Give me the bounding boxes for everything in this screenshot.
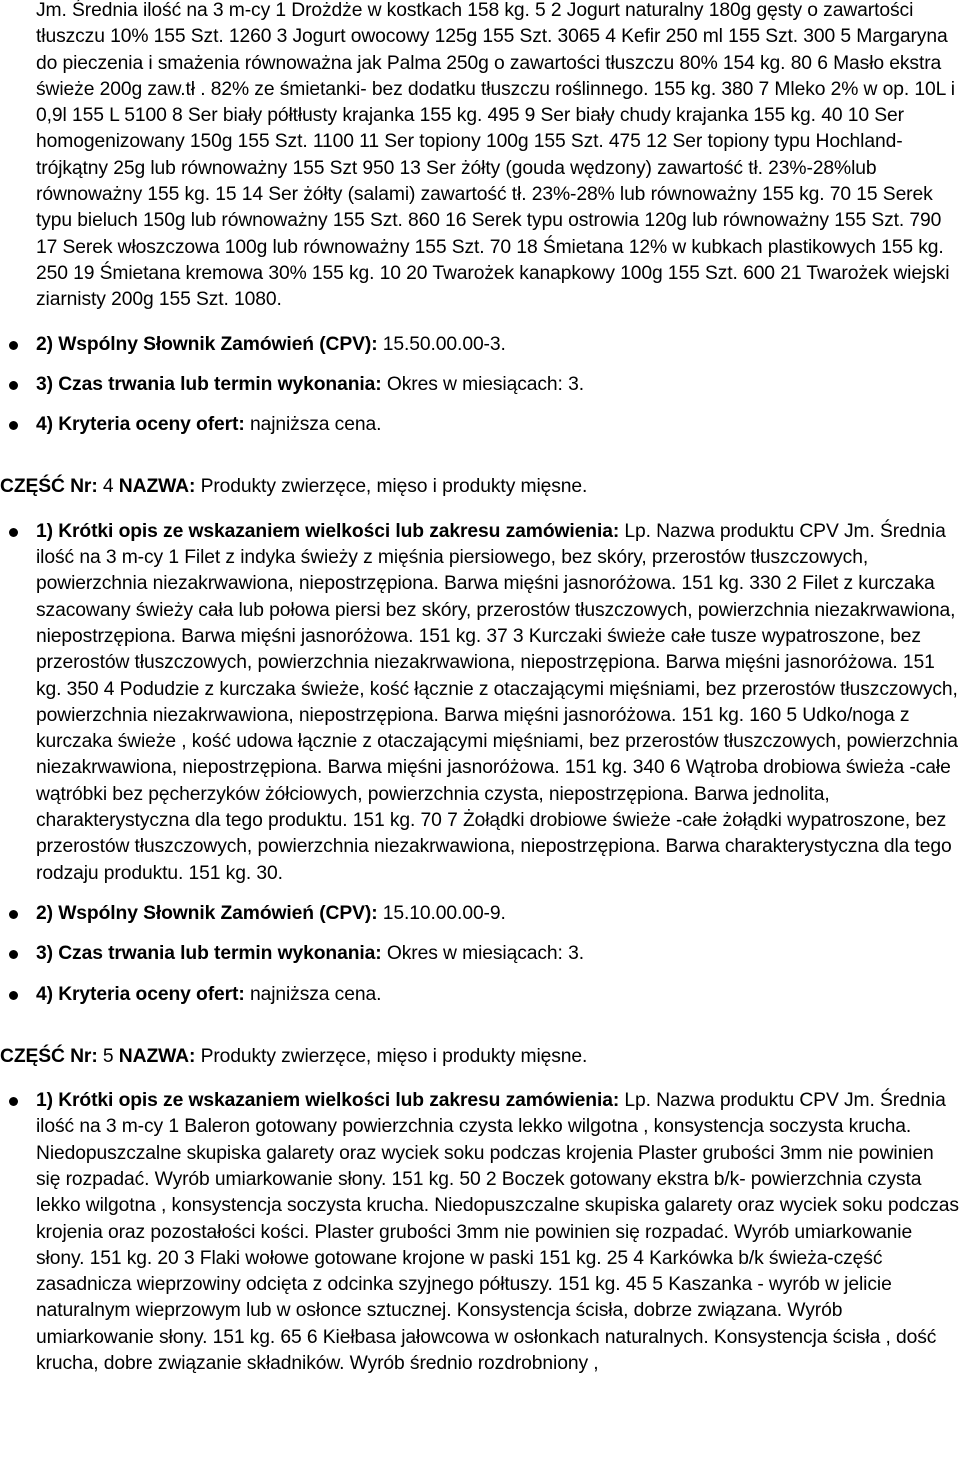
part5-name-value: Produkty zwierzęce, mięso i produkty mięsne. [195,1045,588,1067]
part5-description-item [0,1088,960,1377]
part4-criteria-item [0,982,960,1008]
part5-name-label: NAZWA: [118,1045,196,1067]
part5-part-label: CZĘŚĆ Nr: [0,1045,98,1067]
part4-part-label: CZĘŚĆ Nr: [0,476,98,498]
part5-desc-value: Lp. Nazwa produktu CPV Jm. Średnia ilość na 3 m-cy 1 Baleron gotowany powierzchnia czysta lekko wilgotna , konsystencja soczysta krucha. Niedopuszczalne skupiska galarety oraz wyciek soku podczas krojenia Plaster grubości 3mm nie powinien się rozpadać. Wyrób umiarkowanie słony. 151 kg. 50 2 Boczek gotowany ekstra b/k- powierzchnia czysta lekko wilgotna , konsystencja soczysta krucha. Niedopuszczalne skupiska galarety oraz wyciek soku podczas krojenia oraz pozostałości kości. Plaster grubości 3mm nie powinien się rozpadać. Wyrób umiarkowanie słony. 151 kg. 20 3 Flaki wołowe gotowane krojone w paski 151 kg. 25 4 Karkówka b/k świeża-część zasadnicza wieprzowiny odcięta z odcinka szyjnego półtuszy. 151 kg. 45 5 Kaszanka - wyrób w jelicie naturalnym wieprzowym lub w osłonce sztucznej. Konsystencja ścisła, dobrze związana. Wyrób umiarkowanie słony. 151 kg. 65 6 Kiełbasa jałowcowa w osłonkach naturalnych. Konsystencja ścisła , dość krucha, dobre związanie składników. Wyrób średnio rozdrobniony , [36,1090,959,1375]
part3-cpv-item [0,332,960,358]
part4-time-value: Okres w miesiącach: 3. [381,943,584,965]
part5-part-number: 5 [97,1045,119,1067]
part3-time-label: 3) Czas trwania lub termin wykonania: [36,373,382,395]
part3-criteria-value: najniższa cena. [244,414,382,436]
part4-time-item [0,941,960,967]
part4-name-value: Produkty zwierzęce, mięso i produkty mięsne. [195,476,588,498]
part3-description-continuation: Jm. Średnia ilość na 3 m-cy 1 Drożdże w kostkach 158 kg. 5 2 Jogurt naturalny 180g gęsty o zawartości tłuszczu 10% 155 Szt. 1260 3 Jogurt owocowy 125g 155 Szt. 3065 4 Kefir 250 ml 155 Szt. 300 5 Margaryna do pieczenia i smażenia równoważna jak Palma 250g o zawartości tłuszczu 80% 154 kg. 80 6 Masło ekstra świeże 200g zaw.tł . 82% ze śmietanki- bez dodatku tłuszczu roślinnego. 155 kg. 380 7 Mleko 2% w op. 10L i 0,9l 155 L 5100 8 Ser biały półtłusty krajanka 155 kg. 495 9 Ser biały chudy krajanka 155 kg. 40 10 Ser homogenizowany 150g 155 Szt. 1100 11 Ser topiony 100g 155 Szt. 475 12 Ser topiony typu Hochland-trójkątny 25g lub równoważny 155 Szt 950 13 Ser żółty (gouda wędzony) zawartość tł. 23%-28%lub równoważny 155 kg. 15 14 Ser żółty (salami) zawartość tł. 23%-28% lub równoważny 155 kg. 70 15 Serek typu bieluch 150g lub równoważny 155 Szt. 860 16 Serek typu ostrowia 120g lub równoważny 155 Szt. 790 17 Serek włoszczowa 100g lub równoważny 155 Szt. 70 18 Śmietana 12% w kubkach plastikowych 155 kg. 250 19 Śmietana kremowa 30% 155 kg. 10 20 Twarożek kanapkowy 100g 155 Szt. 600 21 Twarożek wiejski ziarnisty 200g 155 Szt. 1080. [36,0,955,311]
part3-cpv-value: 15.50.00.00-3. [377,333,506,355]
part4-cpv-value: 15.10.00.00-9. [377,902,506,924]
part5-heading [0,1044,960,1070]
part4-name-label: NAZWA: [118,476,196,498]
part4-details-list [0,519,960,1008]
part3-details-list [0,332,960,439]
part4-desc-value: Lp. Nazwa produktu CPV Jm. Średnia ilość na 3 m-cy 1 Filet z indyka świeży z mięśnia piersiowego, bez skóry, przerostów tłuszczowych, powierzchnia niezakrwawiona, niepostrzępiona. Barwa mięśni jasnoróżowa. 151 kg. 330 2 Filet z kurczaka szacowany świeży cała lub połowa piersi bez skóry, przerostów tłuszczowych, powierzchnia niezakrwawiona, niepostrzępiona. Barwa mięśni jasnoróżowa. 151 kg. 37 3 Kurczaki świeże całe tusze wypatroszone, bez przerostów tłuszczowych, powierzchnia niezakrwawiona, niepostrzępiona. Barwa mięśni jasnoróżowa. 151 kg. 350 4 Podudzie z kurczaka świeże, kość łącznie z otaczającymi mięśniami, bez przerostów tłuszczowych, powierzchnia niezakrwawiona, niepostrzępiona. Barwa mięśni jasnoróżowa. 151 kg. 160 5 Udko/noga z kurczaka świeże , kość udowa łącznie z otaczającymi mięśniami, bez przerostów tłuszczowych, powierzchnia niezakrwawiona, niepostrzępiona. Barwa mięśni jasnoróżowa. 151 kg. 340 6 Wątroba drobiowa świeża -całe wątróbki bez pęcherzyków żółciowych, powierzchnia czysta, niepostrzępiona. Barwa jednolita, charakterystyczna dla tego produktu. 151 kg. 70 7 Żołądki drobiowe świeże -całe żołądki wypatroszone, bez przerostów tłuszczowych, powierzchnia niezakrwawiona, niepostrzępiona. Barwa charakterystyczna dla tego rodzaju produktu. 151 kg. 30. [36,520,958,884]
part4-part-number: 4 [97,476,119,498]
part4-criteria-label: 4) Kryteria oceny ofert: [36,983,245,1005]
part4-criteria-value: najniższa cena. [244,983,382,1005]
part3-time-value: Okres w miesiącach: 3. [381,373,584,395]
part3-criteria-label: 4) Kryteria oceny ofert: [36,414,245,436]
part5-desc-label: 1) Krótki opis ze wskazaniem wielkości lub zakresu zamówienia: [36,1090,620,1112]
part4-heading [0,474,960,500]
part3-time-item [0,372,960,398]
part4-cpv-label: 2) Wspólny Słownik Zamówień (CPV): [36,902,378,924]
part4-cpv-item [0,901,960,927]
part3-cpv-label: 2) Wspólny Słownik Zamówień (CPV): [36,333,378,355]
part4-desc-label: 1) Krótki opis ze wskazaniem wielkości lub zakresu zamówienia: [36,520,620,542]
part4-description-item [0,519,960,887]
part5-details-list [0,1088,960,1377]
part4-time-label: 3) Czas trwania lub termin wykonania: [36,943,382,965]
part3-criteria-item [0,412,960,438]
